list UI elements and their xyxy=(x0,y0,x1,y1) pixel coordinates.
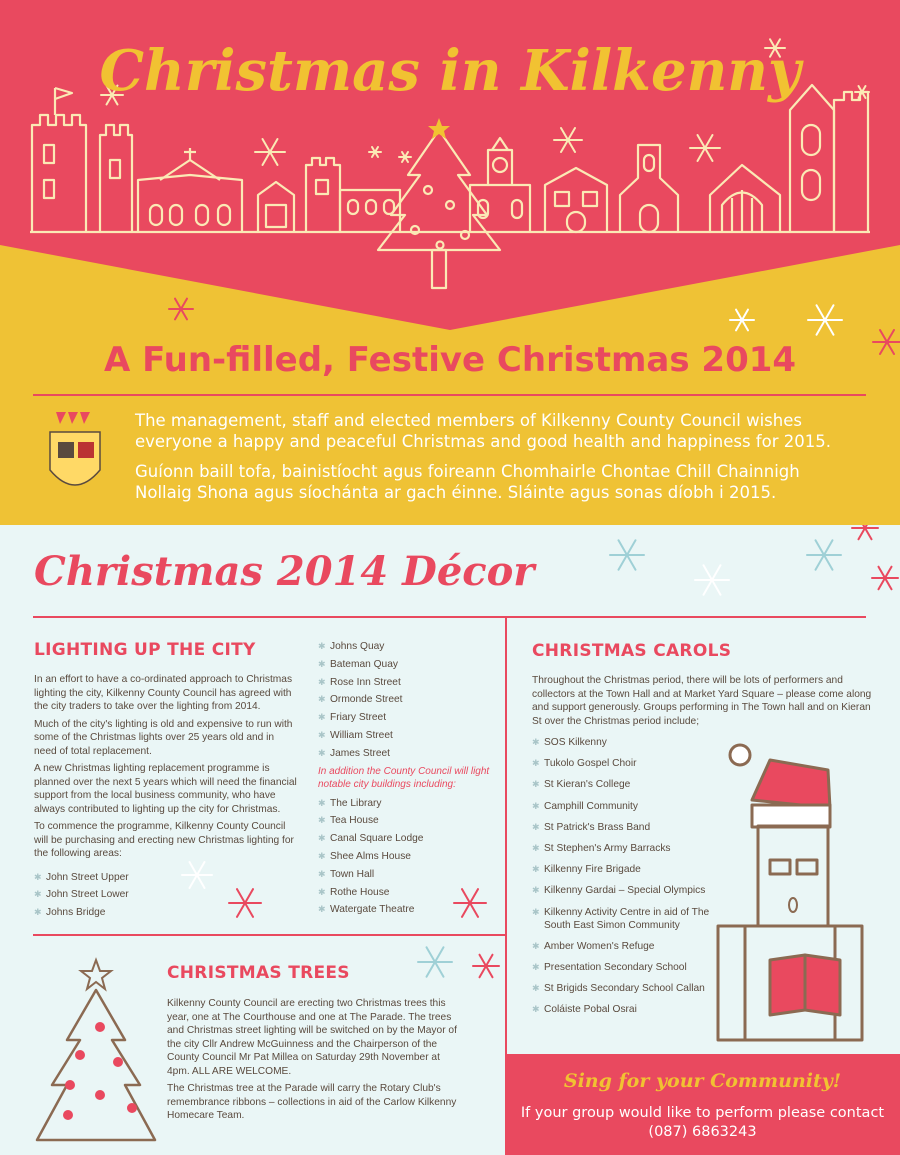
list-item: ✱ John Street Lower xyxy=(34,888,299,901)
list-item: ✱ Kilkenny Activity Centre in aid of The South East Simon Community xyxy=(532,906,717,932)
carols-text xyxy=(532,674,877,1024)
list-item: ✱ William Street xyxy=(318,729,503,742)
list-item: ✱ Camphill Community xyxy=(532,800,717,813)
page-subtitle: A Fun-filled, Festive Christmas 2014 xyxy=(103,340,797,380)
list-item: ✱ Friary Street xyxy=(318,711,503,724)
lighting-paragraph: In an effort to have a co-ordinated approach to Christmas lighting the city, Kilkenny County Council has agreed with the city traders to take over the lighting from 2014. xyxy=(34,674,293,712)
list-item: ✱ St Stephen's Army Barracks xyxy=(532,842,717,855)
list-item: ✱ Johns Bridge xyxy=(34,906,299,919)
lighting-paragraph: Much of the city's lighting is old and expensive to run with some of the Christmas lights over 25 years old and in need of total replacement. xyxy=(34,718,293,757)
irish-message: Guíonn baill tofa, bainistíocht agus foireann Chomhairle Chontae Chill Chainnigh Nollaig Shona agus síochánta ar gach éinne. Sláinte agus sonas díobh i 2015. xyxy=(135,462,800,502)
list-item: ✱ Rothe House xyxy=(318,886,503,899)
list-item: ✱ Town Hall xyxy=(318,868,503,881)
trees-text xyxy=(167,997,457,1127)
buildings-note: In addition the County Council will light notable city buildings including: xyxy=(318,765,490,790)
trees-paragraph: The Christmas tree at the Parade will carry the Rotary Club's remembrance ribbons – collections in aid of the Carlow Kilkenny Homecare Team. xyxy=(167,1083,457,1121)
list-item: ✱ Amber Women's Refuge xyxy=(532,940,717,953)
christmas-tree-icon xyxy=(37,990,155,1140)
list-item: ✱ Ormonde Street xyxy=(318,693,503,706)
lighting-text xyxy=(34,673,299,924)
list-item: ✱ Kilkenny Gardai – Special Olympics xyxy=(532,884,717,897)
list-item: ✱ Watergate Theatre xyxy=(318,903,503,916)
page-title: Christmas in Kilkenny xyxy=(99,38,801,104)
list-item: ✱ Tea House xyxy=(318,814,503,827)
list-item: ✱ John Street Upper xyxy=(34,871,299,884)
list-item: ✱ Canal Square Lodge xyxy=(318,832,503,845)
list-item: ✱ SOS Kilkenny xyxy=(532,736,717,749)
list-item: ✱ Coláiste Pobal Osrai xyxy=(532,1003,717,1016)
list-item: ✱ Tukolo Gospel Choir xyxy=(532,757,717,770)
lighting-paragraph: A new Christmas lighting replacement programme is planned over the next 5 years which will need the financial support from the local business community, who have always contributed to lighting up the city for Christmas. xyxy=(34,763,297,815)
list-item: ✱ St Patrick's Brass Band xyxy=(532,821,717,834)
buildings-list xyxy=(318,797,503,917)
trees-paragraph: Kilkenny County Council are erecting two Christmas trees this year, one at The Courthouse and one at The Parade. The trees and Christmas street lighting will be switched on by the Mayor of the city Cllr Andrew McGuinness and the Chairperson of the County Council Mr Pat Millea on Saturday 29th November at 4pm. ALL ARE WELCOME. xyxy=(167,998,457,1077)
list-item: ✱ Shee Alms House xyxy=(318,850,503,863)
trees-heading: CHRISTMAS TREES xyxy=(167,963,350,983)
list-item: ✱ Rose Inn Street xyxy=(318,676,503,689)
streets-list-a xyxy=(34,871,299,920)
decor-title: Christmas 2014 Décor xyxy=(34,548,535,595)
sing-title: Sing for your Community! xyxy=(563,1070,842,1092)
lighting-paragraph: To commence the programme, Kilkenny County Council will be purchasing and erecting new Christmas lighting for the following areas: xyxy=(34,821,294,859)
list-item: ✱ James Street xyxy=(318,747,503,760)
streets-list-b xyxy=(318,640,503,760)
lighting-heading: LIGHTING UP THE CITY xyxy=(34,640,256,660)
list-item: ✱ Johns Quay xyxy=(318,640,503,653)
list-item: ✱ Kilkenny Fire Brigade xyxy=(532,863,717,876)
list-item: ✱ Presentation Secondary School xyxy=(532,961,717,974)
list-item: ✱ St Kieran's College xyxy=(532,778,717,791)
list-item: ✱ Bateman Quay xyxy=(318,658,503,671)
lighting-col2 xyxy=(318,640,503,921)
carols-intro: Throughout the Christmas period, there will be lots of performers and collectors at the Town Hall and at Market Yard Square – please come along and support generously. Groups performing in The Town hall and on Kieran St over the Christmas period include; xyxy=(532,675,872,727)
carols-heading: CHRISTMAS CAROLS xyxy=(532,641,732,661)
carols-groups-list xyxy=(532,736,717,1016)
list-item: ✱ St Brigids Secondary School Callan xyxy=(532,982,717,995)
english-message: The management, staff and elected members of Kilkenny County Council wishes everyone a happy and peaceful Christmas and good health and happiness for 2015. xyxy=(135,411,831,451)
sing-contact: If your group would like to perform please contact (087) 6863243 xyxy=(520,1105,885,1140)
list-item: ✱ The Library xyxy=(318,797,503,810)
